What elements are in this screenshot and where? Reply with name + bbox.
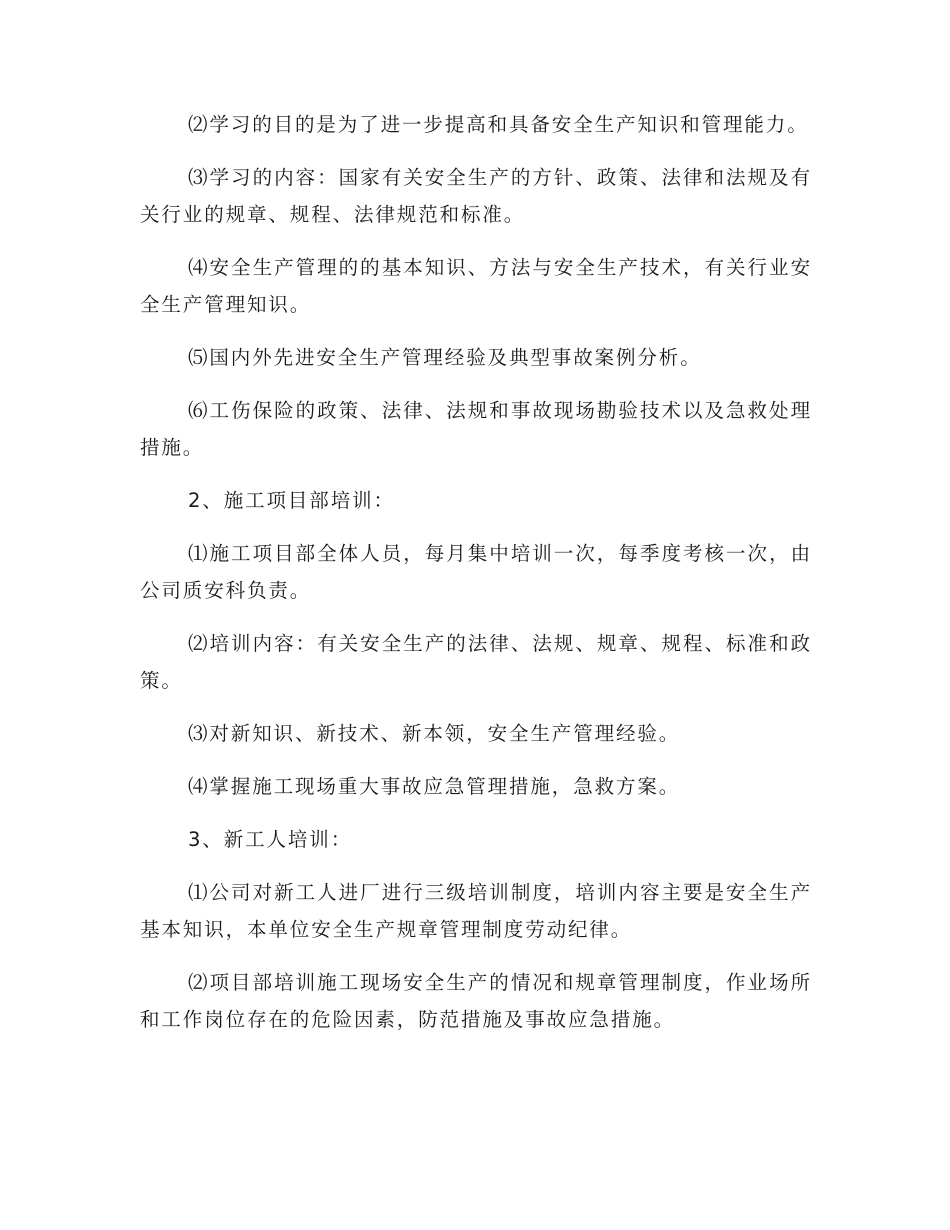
paragraph-management-knowledge: ⑷安全生产管理的的基本知识、方法与安全生产技术，有关行业安全生产管理知识。 — [140, 256, 812, 316]
paragraph-project-staff: ⑴施工项目部全体人员，每月集中培训一次，每季度考核一次，由公司质安科负责。 — [140, 542, 812, 602]
paragraph-three-level-training: ⑴公司对新工人进厂进行三级培训制度，培训内容主要是安全生产基本知识，本单位安全生产规章管理制度劳动纪律。 — [140, 881, 812, 941]
paragraph-experience-cases: ⑸国内外先进安全生产管理经验及典型事故案例分析。 — [188, 346, 702, 369]
section-heading-new-worker-training: 3、新工人培训： — [188, 828, 353, 851]
paragraph-injury-insurance: ⑹工伤保险的政策、法律、法规和事故现场勘验技术以及急救处理措施。 — [140, 399, 812, 459]
paragraph-emergency-measures: ⑷掌握施工现场重大事故应急管理措施，急救方案。 — [188, 775, 681, 798]
paragraph-learning-content: ⑶学习的内容：国家有关安全生产的方针、政策、法律和法规及有关行业的规章、规程、法律规范和标准。 — [140, 166, 812, 226]
paragraph-new-knowledge: ⑶对新知识、新技术、新本领，安全生产管理经验。 — [188, 722, 681, 745]
document-body — [140, 106, 812, 1054]
paragraph-training-content: ⑵培训内容：有关安全生产的法律、法规、规章、规程、标准和政策。 — [140, 632, 812, 692]
section-heading-project-training: 2、施工项目部培训： — [188, 489, 395, 512]
paragraph-project-site-training: ⑵项目部培训施工现场安全生产的情况和规章管理制度，作业场所和工作岗位存在的危险因素，防范措施及事故应急措施。 — [140, 971, 812, 1031]
paragraph-learning-purpose: ⑵学习的目的是为了进一步提高和具备安全生产知识和管理能力。 — [188, 113, 809, 136]
